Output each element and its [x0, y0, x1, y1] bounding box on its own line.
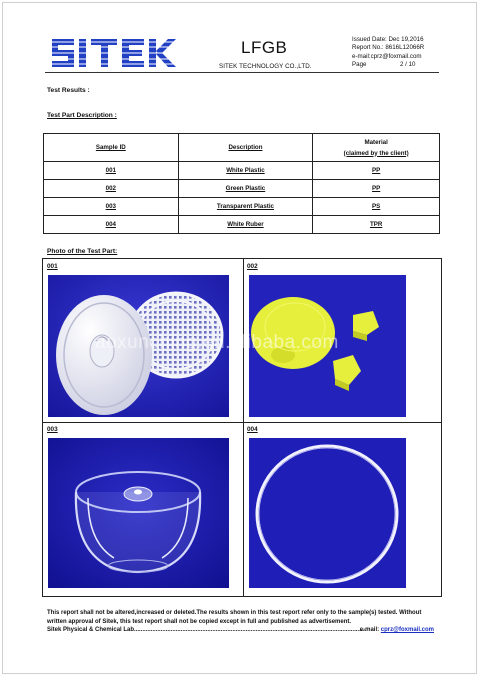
cell-material: TPR — [313, 216, 440, 234]
header-material-note: (claimed by the client) — [343, 149, 409, 157]
footer-email-link[interactable]: cprz@foxmail.com — [380, 627, 434, 634]
header-description: Description — [178, 134, 313, 162]
footer-email — [360, 626, 434, 635]
table-row — [44, 216, 440, 234]
cell-description: White Plastic — [178, 162, 313, 180]
table-row — [44, 198, 440, 216]
footer — [47, 609, 447, 635]
issued-date: Issued Date: Dec 19,2016 — [352, 36, 424, 43]
cell-sample-id: 001 — [44, 162, 179, 180]
cell-description: White Ruber — [178, 216, 313, 234]
header-divider — [45, 72, 439, 73]
photo-label-004: 004 — [247, 426, 258, 433]
photo-heading: Photo of the Test Part: — [47, 248, 118, 255]
report-info — [352, 36, 424, 70]
cell-material: PP — [313, 180, 440, 198]
page-indicator — [352, 61, 424, 69]
page-label: Page — [352, 61, 367, 69]
cell-sample-id: 002 — [44, 180, 179, 198]
test-part-description-heading: Test Part Description : — [47, 112, 117, 119]
page-number: 2 / 10 — [400, 61, 416, 69]
report-number: Report No.: 8616L12066R — [352, 44, 425, 52]
sample-table — [43, 133, 440, 234]
cell-sample-id: 003 — [44, 198, 179, 216]
cell-description: Green Plastic — [178, 180, 313, 198]
photo-label-001: 001 — [47, 263, 58, 270]
footer-disclaimer-line1: This report shall not be altered,increased or deleted.The results shown in this test report refer only to the sample(s) tested. Without — [47, 610, 422, 616]
contact-email: e-mail:cprz@foxmail.com — [352, 52, 422, 60]
header-material — [313, 134, 440, 162]
table-row — [44, 162, 440, 180]
header-material-title: Material — [364, 138, 388, 146]
photo-label-002: 002 — [247, 263, 258, 270]
table-row — [44, 180, 440, 198]
photo-004-white-ruber — [249, 438, 406, 588]
table-header-row — [44, 134, 440, 162]
cell-material: PP — [313, 162, 440, 180]
footer-disclaimer-line2: written approval of Sitek, this test report shall not be copied except in full and published as advertisement. — [47, 618, 352, 625]
test-results-heading: Test Results : — [47, 87, 90, 94]
lab-name: Sitek Physical & Chemical Lab........................................................................................................................................... — [47, 627, 366, 634]
footer-email-label: e-mail: — [359, 627, 381, 634]
cell-sample-id: 004 — [44, 216, 179, 234]
photo-label-003: 003 — [47, 426, 58, 433]
photo-grid — [42, 258, 442, 597]
footer-lab — [47, 626, 447, 635]
company-name: SITEK TECHNOLOGY CO.,LTD. — [219, 63, 312, 70]
report-title: LFGB — [241, 38, 288, 57]
header-sample-id: Sample ID — [44, 134, 179, 162]
photo-003-transparent-plastic — [48, 438, 229, 588]
cell-material: PS — [313, 198, 440, 216]
watermark: aoxunching.en.alibaba.com — [95, 332, 339, 353]
sitek-logo — [50, 38, 178, 68]
cell-description: Transparent Plastic — [178, 198, 313, 216]
